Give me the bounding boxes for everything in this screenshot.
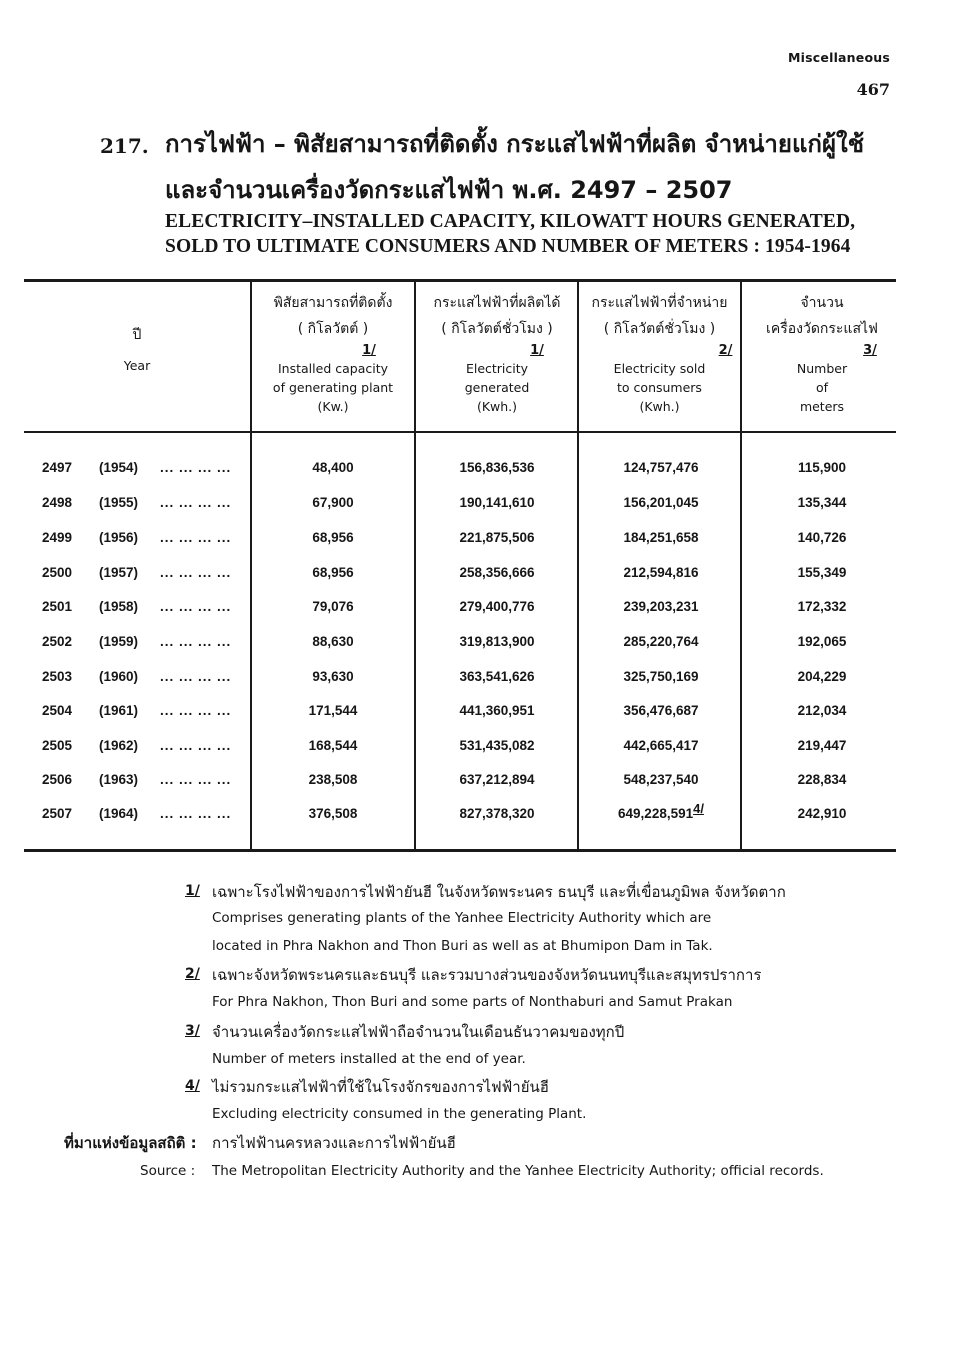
table-row — [0, 801, 966, 830]
year-be: 2507 — [42, 806, 73, 821]
source-text-thai: การไฟฟ้านครหลวงและการไฟฟ้ายันฮี — [212, 1134, 456, 1152]
source-label-english: Source : — [140, 1163, 196, 1179]
column-header-thai-unit: ( กิโลวัตต์ ) — [297, 321, 369, 337]
column-header-thai: ปี — [132, 327, 142, 343]
leader-dots: ... ... ... ... — [160, 530, 232, 545]
year-ad: (1955) — [99, 495, 139, 510]
footnote-reference: 4/ — [693, 801, 704, 816]
meters-value: 212,034 — [797, 703, 847, 718]
year-be: 2501 — [42, 599, 73, 614]
generated-value: 637,212,894 — [459, 772, 535, 787]
year-be: 2502 — [42, 634, 73, 649]
generated-value: 279,400,776 — [459, 599, 535, 614]
column-header-capacity — [252, 290, 414, 416]
footnote-reference: 3/ — [863, 343, 877, 358]
sold-value: 239,203,231 — [623, 599, 699, 614]
table-number: 217. — [100, 134, 149, 158]
leader-dots: ... ... ... ... — [160, 772, 232, 787]
column-header-english: (Kw.) — [317, 399, 349, 414]
leader-dots: ... ... ... ... — [160, 738, 232, 753]
table-row — [0, 495, 966, 519]
sold-value — [580, 801, 742, 821]
footnote-english: Number of meters installed at the end of year. — [212, 1051, 526, 1067]
footnote-mark: 2/ — [185, 966, 200, 982]
table-bottom-rule — [24, 849, 896, 852]
column-header-english: (Kwh.) — [476, 399, 518, 414]
footnote-english: located in Phra Nakhon and Thon Buri as well as at Bhumipon Dam in Tak. — [212, 938, 713, 954]
table-row — [0, 738, 966, 762]
leader-dots: ... ... ... ... — [160, 460, 232, 475]
table-top-rule — [24, 279, 896, 282]
column-header-thai-sub: เครื่องวัดกระแสไฟ — [766, 321, 878, 337]
column-header-generated — [416, 290, 578, 416]
table-row — [0, 530, 966, 554]
table-row — [0, 634, 966, 658]
year-be: 2498 — [42, 495, 73, 510]
year-ad: (1964) — [99, 806, 139, 821]
capacity-value: 67,900 — [312, 495, 354, 510]
footnote-english: Comprises generating plants of the Yanhee Electricity Authority which are — [212, 910, 712, 926]
generated-value: 363,541,626 — [459, 669, 535, 684]
column-header-thai: กระแสไฟฟ้าที่จำหน่าย — [591, 295, 728, 311]
page-number: 467 — [856, 80, 890, 99]
source-label-thai: ที่มาแห่งข้อมูลสถิติ : — [64, 1134, 197, 1152]
generated-value: 221,875,506 — [459, 530, 535, 545]
column-header-english: of generating plant — [272, 380, 394, 395]
sold-number: 649,228,591 — [618, 806, 694, 821]
sold-value: 285,220,764 — [623, 634, 699, 649]
table-row — [0, 669, 966, 693]
footnote-reference: 2/ — [718, 343, 733, 358]
generated-value: 190,141,610 — [459, 495, 535, 510]
generated-value: 531,435,082 — [459, 738, 535, 753]
capacity-value: 238,508 — [308, 772, 358, 787]
capacity-value: 168,544 — [308, 738, 358, 753]
year-ad: (1962) — [99, 738, 139, 753]
column-header-sold — [579, 290, 740, 416]
generated-value: 258,356,666 — [459, 565, 535, 580]
capacity-value: 171,544 — [308, 703, 358, 718]
table-row — [0, 599, 966, 623]
leader-dots: ... ... ... ... — [160, 599, 232, 614]
capacity-value: 48,400 — [312, 460, 354, 475]
footnote-english: Excluding electricity consumed in the generating Plant. — [212, 1106, 587, 1122]
title-thai-line-2: และจำนวนเครื่องวัดกระแสไฟฟ้า พ.ศ. 2497 – 2507 — [165, 176, 733, 204]
year-ad: (1963) — [99, 772, 139, 787]
column-header-thai-unit: ( กิโลวัตต์ชั่วโมง ) — [603, 321, 716, 337]
column-header-thai: พิสัยสามารถที่ติดตั้ง — [273, 295, 393, 311]
generated-value: 441,360,951 — [459, 703, 535, 718]
footnote-thai: จำนวนเครื่องวัดกระแสไฟฟ้าถือจำนวนในเดือนธันวาคมของทุกปี — [212, 1023, 625, 1041]
footnote-thai: ไม่รวมกระแสไฟฟ้าที่ใช้ในโรงจักรของการไฟฟ้ายันฮี — [212, 1078, 549, 1096]
column-header-english: generated — [464, 380, 530, 395]
meters-value: 172,332 — [797, 599, 847, 614]
capacity-value: 93,630 — [312, 669, 354, 684]
year-be: 2499 — [42, 530, 73, 545]
footnote-reference: 1/ — [530, 343, 544, 358]
leader-dots: ... ... ... ... — [160, 634, 232, 649]
column-header-english: Electricity sold — [613, 361, 706, 376]
footnote-mark: 3/ — [185, 1023, 200, 1039]
title-thai-line-1: การไฟฟ้า – พิสัยสามารถที่ติดตั้ง กระแสไฟฟ้าที่ผลิต จำหน่ายแก่ผู้ใช้ — [165, 130, 865, 158]
sold-value: 212,594,816 — [623, 565, 699, 580]
leader-dots: ... ... ... ... — [160, 495, 232, 510]
table-row — [0, 565, 966, 589]
meters-value: 204,229 — [797, 669, 847, 684]
meters-value: 155,349 — [797, 565, 847, 580]
column-header-english: Installed capacity — [278, 361, 388, 376]
meters-value: 140,726 — [797, 530, 847, 545]
meters-value: 242,910 — [797, 806, 847, 821]
column-header-english: Year — [123, 358, 151, 373]
capacity-value: 68,956 — [312, 565, 354, 580]
footnote-mark: 1/ — [185, 883, 200, 899]
sold-value: 548,237,540 — [623, 772, 699, 787]
generated-value: 827,378,320 — [459, 806, 535, 821]
year-be: 2503 — [42, 669, 73, 684]
leader-dots: ... ... ... ... — [160, 565, 232, 580]
sold-value: 325,750,169 — [623, 669, 699, 684]
table-row — [0, 703, 966, 727]
year-be: 2506 — [42, 772, 73, 787]
year-be: 2504 — [42, 703, 73, 718]
table-row — [0, 772, 966, 796]
column-header-english: of — [815, 380, 829, 395]
column-header-meters — [742, 290, 902, 416]
capacity-value: 68,956 — [312, 530, 354, 545]
title-english-line-1: ELECTRICITY–INSTALLED CAPACITY, KILOWATT HOURS GENERATED, — [165, 211, 856, 232]
column-header-thai: จำนวน — [800, 295, 844, 311]
footnote-thai: เฉพาะจังหวัดพระนครและธนบุรี และรวมบางส่วนของจังหวัดนนทบุรีและสมุทรปราการ — [212, 966, 762, 984]
table-row — [0, 460, 966, 484]
sold-value: 156,201,045 — [623, 495, 699, 510]
leader-dots: ... ... ... ... — [160, 806, 232, 821]
column-header-year — [24, 322, 250, 375]
header-bottom-rule — [24, 431, 896, 433]
year-be: 2497 — [42, 460, 73, 475]
year-ad: (1957) — [99, 565, 139, 580]
capacity-value: 88,630 — [312, 634, 354, 649]
meters-value: 219,447 — [797, 738, 847, 753]
year-ad: (1960) — [99, 669, 139, 684]
column-header-thai-unit: ( กิโลวัตต์ชั่วโมง ) — [441, 321, 553, 337]
meters-value: 115,900 — [797, 460, 847, 475]
column-header-english: to consumers — [617, 380, 702, 395]
meters-value: 135,344 — [797, 495, 847, 510]
year-ad: (1958) — [99, 599, 139, 614]
section-label: Miscellaneous — [788, 50, 890, 65]
sold-value: 442,665,417 — [623, 738, 699, 753]
year-ad: (1961) — [99, 703, 139, 718]
generated-value: 319,813,900 — [459, 634, 535, 649]
column-header-english: meters — [799, 399, 845, 414]
year-ad: (1959) — [99, 634, 139, 649]
year-be: 2505 — [42, 738, 73, 753]
source-text-english: The Metropolitan Electricity Authority and the Yanhee Electricity Authority; official records. — [212, 1163, 824, 1179]
footnote-english: For Phra Nakhon, Thon Buri and some parts of Nonthaburi and Samut Prakan — [212, 994, 733, 1010]
sold-value: 356,476,687 — [623, 703, 699, 718]
sold-value: 124,757,476 — [623, 460, 699, 475]
column-header-thai: กระแสไฟฟ้าที่ผลิตได้ — [433, 295, 561, 311]
meters-value: 192,065 — [797, 634, 847, 649]
capacity-value: 376,508 — [308, 806, 358, 821]
meters-value: 228,834 — [797, 772, 847, 787]
footnote-thai: เฉพาะโรงไฟฟ้าของการไฟฟ้ายันฮี ในจังหวัดพระนคร ธนบุรี และที่เขื่อนภูมิพล จังหวัดตาก — [212, 883, 786, 901]
capacity-value: 79,076 — [312, 599, 354, 614]
column-header-english: Number — [796, 361, 848, 376]
year-ad: (1954) — [99, 460, 139, 475]
leader-dots: ... ... ... ... — [160, 669, 232, 684]
footnote-reference: 1/ — [362, 343, 376, 358]
generated-value: 156,836,536 — [459, 460, 535, 475]
footnote-mark: 4/ — [185, 1078, 200, 1094]
title-english-line-2: SOLD TO ULTIMATE CONSUMERS AND NUMBER OF METERS : 1954-1964 — [165, 236, 851, 257]
column-header-english: (Kwh.) — [639, 399, 680, 414]
year-be: 2500 — [42, 565, 73, 580]
year-ad: (1956) — [99, 530, 139, 545]
column-header-english: Electricity — [465, 361, 529, 376]
leader-dots: ... ... ... ... — [160, 703, 232, 718]
sold-value: 184,251,658 — [623, 530, 699, 545]
